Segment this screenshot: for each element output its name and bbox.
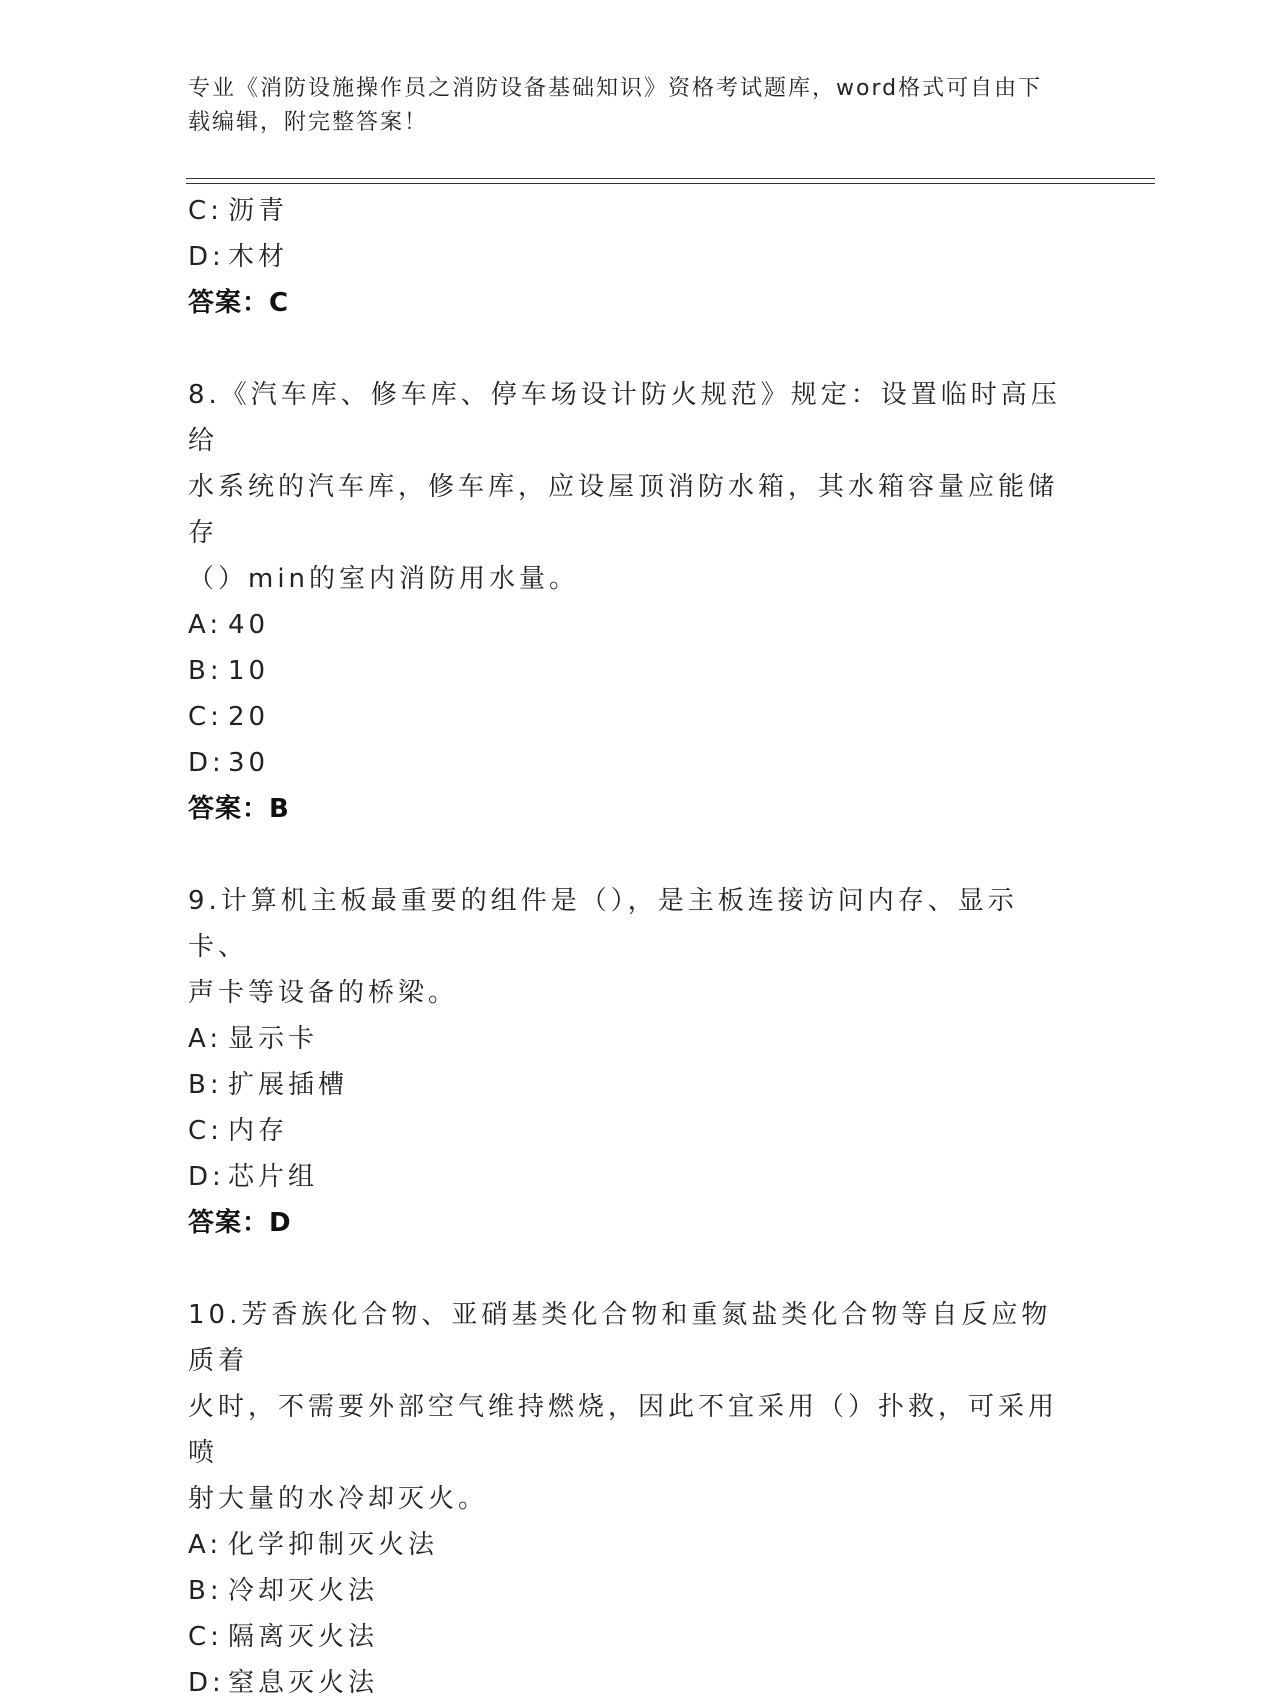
option-b [188, 648, 1088, 694]
option-letter: C: [188, 702, 223, 732]
option-letter: A: [188, 1530, 223, 1560]
option-letter: B: [188, 1576, 223, 1606]
option-letter: D: [188, 242, 225, 272]
question-stem: 9.计算机主板最重要的组件是（），是主板连接访问内存、显示卡、 [188, 886, 1018, 962]
option-c [188, 188, 1088, 234]
option-letter: D: [188, 1162, 225, 1192]
option-text: 木材 [228, 242, 289, 272]
option-letter: A: [188, 610, 223, 640]
option-text: 扩展插槽 [228, 1070, 349, 1100]
question-list [188, 188, 1088, 1706]
spacer [188, 326, 1088, 372]
answer-line: 答案：C [188, 288, 290, 318]
option-letter: C: [188, 1116, 223, 1146]
option-b [188, 1062, 1088, 1108]
question-stem: 射大量的水冷却灭火。 [188, 1484, 489, 1514]
option-text: 沥青 [228, 196, 289, 226]
option-a [188, 1522, 1088, 1568]
question-7-tail [188, 188, 1088, 326]
option-text: 20 [228, 702, 270, 732]
answer-line: 答案：B [188, 794, 290, 824]
option-letter: C: [188, 196, 223, 226]
header-line-1: 专业《消防设施操作员之消防设备基础知识》资格考试题库，word格式可自由下 [188, 76, 1043, 101]
option-a [188, 1016, 1088, 1062]
option-d [188, 234, 1088, 280]
option-c [188, 694, 1088, 740]
option-text: 隔离灭火法 [228, 1622, 379, 1652]
option-letter: B: [188, 1070, 223, 1100]
option-text: 化学抑制灭火法 [228, 1530, 439, 1560]
question-stem: （）min的室内消防用水量。 [188, 564, 580, 594]
option-text: 内存 [228, 1116, 289, 1146]
option-d [188, 740, 1088, 786]
answer-line: 答案：D [188, 1208, 292, 1238]
option-letter: D: [188, 748, 225, 778]
option-letter: A: [188, 1024, 223, 1054]
spacer [188, 1246, 1088, 1292]
option-text: 窒息灭火法 [228, 1668, 379, 1698]
question-8 [188, 372, 1088, 832]
spacer [188, 832, 1088, 878]
option-b [188, 1568, 1088, 1614]
option-text: 30 [228, 748, 270, 778]
question-9 [188, 878, 1088, 1246]
option-text: 10 [228, 656, 270, 686]
option-letter: C: [188, 1622, 223, 1652]
question-stem: 声卡等设备的桥梁。 [188, 978, 459, 1008]
document-header [188, 72, 1068, 140]
question-stem: 火时，不需要外部空气维持燃烧，因此不宜采用（）扑救，可采用喷 [188, 1392, 1059, 1468]
option-text: 显示卡 [228, 1024, 319, 1054]
header-line-2: 载编辑，附完整答案！ [188, 110, 429, 135]
header-divider [186, 178, 1155, 184]
option-a [188, 602, 1088, 648]
option-text: 芯片组 [228, 1162, 319, 1192]
option-d [188, 1660, 1088, 1706]
question-stem: 水系统的汽车库，修车库，应设屋顶消防水箱，其水箱容量应能储存 [188, 472, 1059, 548]
option-c [188, 1108, 1088, 1154]
option-letter: D: [188, 1668, 225, 1698]
option-text: 40 [228, 610, 270, 640]
option-d [188, 1154, 1088, 1200]
question-stem: 8.《汽车库、修车库、停车场设计防火规范》规定：设置临时高压给 [188, 380, 1061, 456]
question-10 [188, 1292, 1088, 1706]
option-c [188, 1614, 1088, 1660]
option-text: 冷却灭火法 [228, 1576, 379, 1606]
question-stem: 10.芳香族化合物、亚硝基类化合物和重氮盐类化合物等自反应物质着 [188, 1300, 1052, 1376]
option-letter: B: [188, 656, 223, 686]
